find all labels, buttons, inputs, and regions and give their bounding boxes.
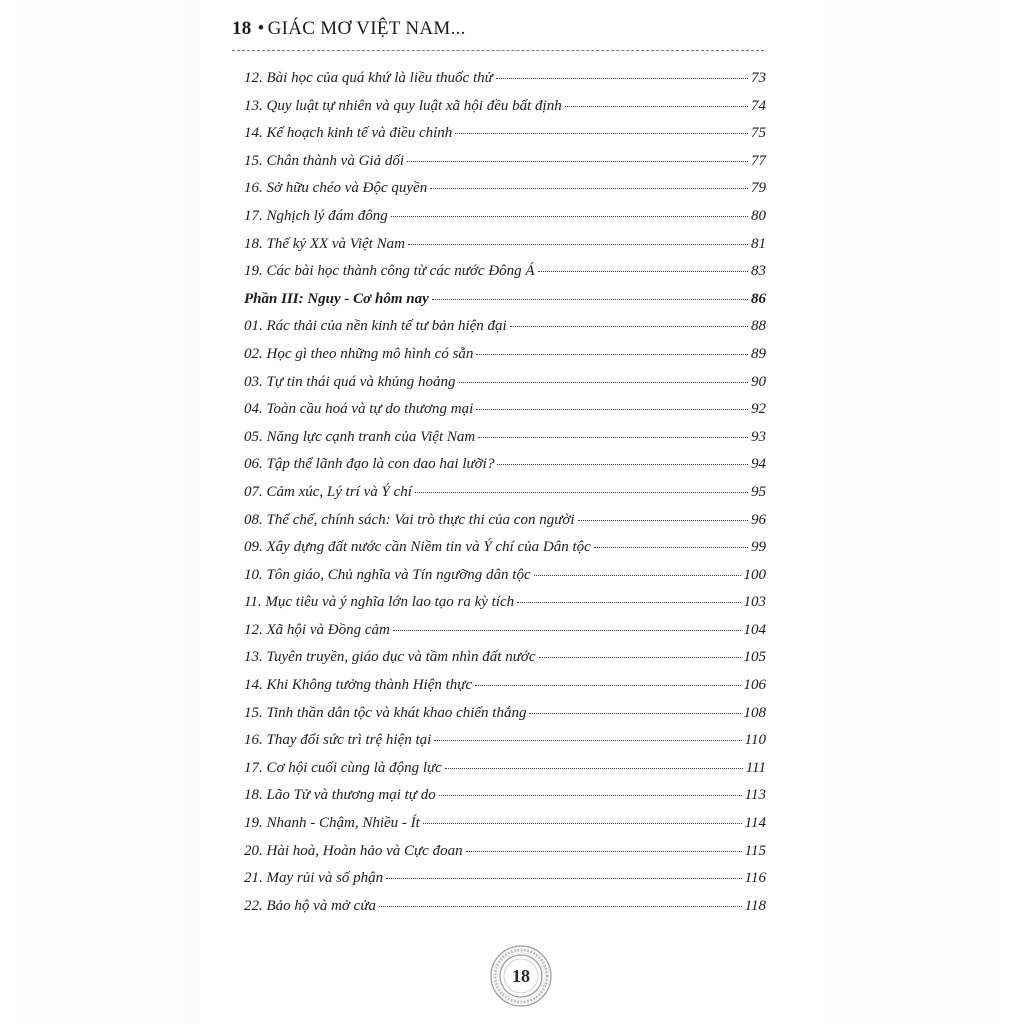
toc-entry [244, 815, 766, 843]
toc-entry-page: 116 [744, 870, 766, 887]
toc-entry [244, 787, 766, 815]
toc-entry-page: 73 [751, 70, 766, 86]
toc-entry-title: 13. Tuyên truyền, giáo dục và tầm nhìn đất nước [244, 649, 536, 666]
toc-entry [244, 236, 766, 264]
table-of-contents [244, 70, 766, 925]
toc-dot-leader [476, 409, 748, 410]
toc-entry-page: 74 [751, 97, 766, 114]
toc-entry-page: 90 [751, 373, 766, 390]
toc-entry-page: 99 [751, 539, 766, 556]
toc-dot-leader [478, 437, 748, 438]
toc-dot-leader [496, 78, 748, 79]
toc-entry [244, 567, 766, 595]
toc-entry [244, 484, 766, 512]
toc-entry-page: 115 [744, 842, 766, 859]
toc-entry [244, 594, 766, 622]
toc-entry-title: 16. Sở hữu chéo và Độc quyền [244, 180, 428, 197]
running-header [232, 18, 466, 40]
toc-entry [244, 843, 766, 871]
toc-entry-title: 20. Hài hoà, Hoàn hảo và Cực đoan [244, 842, 463, 859]
toc-entry [244, 705, 766, 733]
toc-entry [244, 760, 766, 788]
toc-entry-title: 07. Cảm xúc, Lý trí và Ý chí [244, 483, 412, 500]
toc-entry [244, 346, 766, 374]
toc-entry-page: 86 [751, 290, 766, 307]
toc-dot-leader [565, 106, 748, 107]
toc-dot-leader [466, 851, 742, 852]
toc-entry [244, 153, 766, 181]
toc-dot-leader [497, 464, 748, 465]
toc-entry-page: 89 [751, 345, 766, 362]
toc-entry-title: 08. Thể chế, chính sách: Vai trò thực thi của con người [244, 511, 575, 528]
toc-entry [244, 429, 766, 457]
toc-dot-leader [408, 244, 748, 245]
toc-entry [244, 98, 766, 126]
toc-entry [244, 622, 766, 650]
toc-entry-title: 13. Quy luật tự nhiên và quy luật xã hội đều bất định [244, 97, 562, 114]
toc-entry-title: 16. Thay đổi sức trì trệ hiện tại [244, 732, 432, 749]
toc-dot-leader [534, 575, 741, 576]
toc-entry [244, 180, 766, 208]
toc-entry [244, 318, 766, 346]
toc-dot-leader [445, 768, 743, 769]
toc-entry [244, 649, 766, 677]
toc-entry-title: 19. Nhanh - Chậm, Nhiều - Ít [244, 815, 420, 832]
toc-dot-leader [407, 161, 748, 162]
toc-entry [244, 263, 766, 291]
toc-entry-title: 12. Xã hội và Đồng cảm [244, 621, 390, 638]
toc-dot-leader [475, 685, 740, 686]
toc-dot-leader [379, 906, 742, 907]
toc-entry-page: 93 [751, 428, 766, 445]
toc-entry [244, 401, 766, 429]
toc-entry-page: 81 [751, 235, 766, 252]
toc-entry-title: 03. Tự tin thái quá và khủng hoảng [244, 373, 456, 390]
toc-dot-leader [538, 271, 748, 272]
toc-entry-page: 92 [751, 401, 766, 418]
toc-entry-title: 18. Lão Tử và thương mại tự do [244, 787, 436, 804]
toc-entry [244, 374, 766, 402]
toc-entry-page: 105 [743, 649, 766, 666]
toc-entry-title: 19. Các bài học thành công từ các nước Đông Á [244, 263, 535, 280]
toc-dot-leader [415, 492, 748, 493]
toc-entry-title: Phần III: Nguy - Cơ hôm nay [244, 290, 429, 307]
toc-dot-leader [391, 216, 748, 217]
toc-entry [244, 512, 766, 540]
toc-dot-leader [517, 602, 740, 603]
toc-dot-leader [455, 133, 748, 134]
footer-page-number: 18 [512, 965, 530, 986]
header-page-number: 18 [232, 18, 252, 39]
toc-entry-page: 95 [751, 483, 766, 500]
toc-entry-title: 11. Mục tiêu và ý nghĩa lớn lao tạo ra kỳ tích [244, 594, 515, 611]
toc-dot-leader [578, 520, 748, 521]
toc-entry-title: 06. Tập thể lãnh đạo là con dao hai lưỡi? [244, 456, 495, 473]
toc-entry [244, 539, 766, 567]
toc-entry [244, 732, 766, 760]
toc-entry-page: 118 [744, 897, 766, 914]
toc-dot-leader [432, 299, 748, 300]
toc-dot-leader [476, 354, 748, 355]
toc-entry-page: 111 [745, 759, 766, 776]
toc-entry-title: 18. Thế kỷ XX và Việt Nam [244, 235, 405, 252]
toc-entry-page: 104 [743, 621, 766, 638]
toc-entry-page: 96 [751, 511, 766, 528]
toc-entry-title: 09. Xây dựng đất nước cần Niềm tin và Ý chí của Dân tộc [244, 539, 591, 556]
toc-section-heading [244, 291, 766, 319]
toc-entry [244, 870, 766, 898]
toc-entry-page: 88 [751, 318, 766, 335]
toc-entry-page: 110 [744, 732, 766, 749]
toc-entry [244, 70, 766, 98]
toc-entry-page: 94 [751, 456, 766, 473]
toc-entry-title: 22. Bảo hộ và mở cửa [244, 897, 376, 914]
toc-dot-leader [430, 188, 748, 189]
header-title: GIÁC MƠ VIỆT NAM... [267, 18, 466, 39]
toc-dot-leader [529, 713, 740, 714]
toc-entry-title: 21. May rủi và số phận [244, 870, 384, 887]
toc-entry-title: 10. Tôn giáo, Chủ nghĩa và Tín ngưỡng dân tộc [244, 566, 531, 583]
header-divider [232, 50, 764, 51]
toc-entry-page: 100 [743, 566, 766, 583]
toc-entry-title: 14. Khi Không tưởng thành Hiện thực [244, 677, 473, 694]
header-bullet: • [257, 18, 265, 39]
toc-dot-leader [423, 823, 742, 824]
toc-entry-title: 04. Toàn cầu hoá và tự do thương mại [244, 401, 474, 418]
toc-entry-page: 114 [744, 815, 766, 832]
toc-dot-leader [594, 547, 748, 548]
toc-entry-title: 17. Cơ hội cuối cùng là động lực [244, 759, 442, 776]
toc-entry-page: 79 [751, 180, 766, 197]
toc-entry-page: 75 [751, 125, 766, 142]
toc-entry-title: 12. Bài học của quá khứ là liều thuốc thử [244, 70, 493, 86]
toc-entry-title: 17. Nghịch lý đám đông [244, 207, 388, 224]
toc-entry-page: 83 [751, 263, 766, 280]
toc-entry-page: 80 [751, 207, 766, 224]
toc-entry [244, 125, 766, 153]
toc-entry [244, 677, 766, 705]
toc-entry-title: 01. Rác thải của nền kinh tế tư bản hiện đại [244, 318, 507, 335]
toc-entry-page: 106 [743, 677, 766, 694]
toc-entry-page: 113 [744, 787, 766, 804]
toc-dot-leader [510, 326, 748, 327]
toc-entry-title: 02. Học gì theo những mô hình có sẵn [244, 345, 474, 362]
toc-entry-title: 05. Năng lực cạnh tranh của Việt Nam [244, 428, 476, 445]
toc-entry [244, 456, 766, 484]
toc-dot-leader [386, 878, 741, 879]
toc-dot-leader [439, 795, 742, 796]
toc-entry-title: 15. Chân thành và Giả dối [244, 152, 404, 169]
toc-entry-title: 14. Kế hoạch kinh tế và điều chỉnh [244, 125, 453, 142]
toc-entry-page: 103 [743, 594, 766, 611]
toc-dot-leader [434, 740, 741, 741]
toc-entry-page: 77 [751, 152, 766, 169]
toc-entry [244, 898, 766, 926]
toc-dot-leader [459, 382, 748, 383]
toc-dot-leader [393, 630, 741, 631]
toc-entry [244, 208, 766, 236]
toc-dot-leader [539, 657, 741, 658]
toc-entry-page: 108 [743, 704, 766, 721]
toc-entry-title: 15. Tinh thần dân tộc và khát khao chiến thắng [244, 704, 527, 721]
